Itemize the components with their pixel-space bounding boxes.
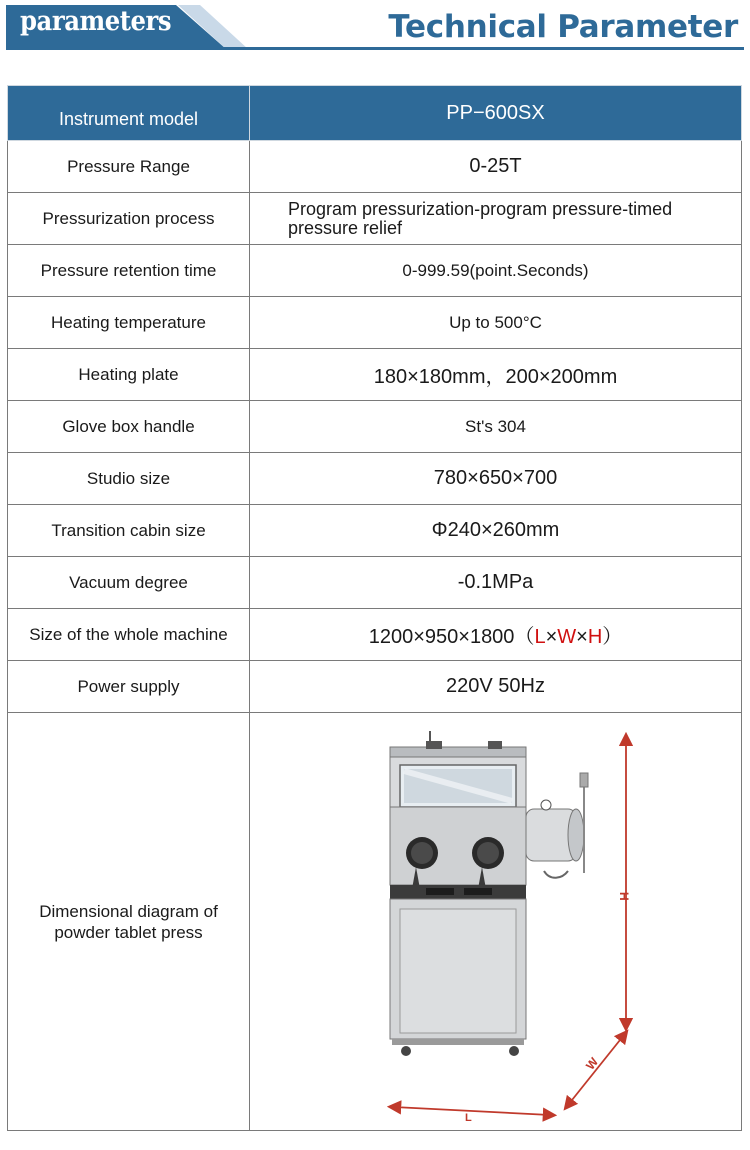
row-value: Up to 500°C xyxy=(250,297,742,349)
machine-size-h: H xyxy=(587,626,603,648)
header-divider xyxy=(6,47,744,50)
row-value: Program pressurization-program pressure-timed pressure relief xyxy=(250,193,742,245)
row-value: 220V 50Hz xyxy=(250,661,742,713)
diagram-row xyxy=(8,713,742,1131)
row-value: -0.1MPa xyxy=(250,557,742,609)
row-value: 180×180mm，200×200mm xyxy=(250,349,742,401)
machine-size-w: W xyxy=(557,626,577,648)
row-value: Φ240×260mm xyxy=(250,505,742,557)
table-row xyxy=(8,245,742,297)
table-header-row xyxy=(8,86,742,141)
table-row xyxy=(8,401,742,453)
table-row xyxy=(8,453,742,505)
machine-diagram xyxy=(250,713,720,1125)
machine-size-value: 1200×950×1800 xyxy=(368,626,515,648)
page-header xyxy=(0,0,750,56)
header-banner-text: parameters xyxy=(20,6,172,37)
dimension-w-label: W xyxy=(583,1054,602,1073)
row-value: 0-999.59(point.Seconds) xyxy=(250,245,742,297)
parameter-table xyxy=(7,85,742,1131)
row-label: Power supply xyxy=(8,661,250,713)
row-label: Pressure retention time xyxy=(8,245,250,297)
machine-size-paren-close: ） xyxy=(602,626,623,648)
row-label: Heating plate xyxy=(8,349,250,401)
row-label: Studio size xyxy=(8,453,250,505)
model-label: Instrument model xyxy=(8,86,250,141)
machine-size-times-1: × xyxy=(545,626,558,648)
table-row xyxy=(8,609,742,661)
row-label: Pressurization process xyxy=(8,193,250,245)
row-value: 0-25T xyxy=(250,141,742,193)
diagram-label: Dimensional diagram of powder tablet press xyxy=(8,713,250,1131)
machine-size-l: L xyxy=(534,626,546,648)
model-value: PP−600SX xyxy=(250,86,742,141)
row-label: Pressure Range xyxy=(8,141,250,193)
transition-cabin xyxy=(526,773,588,878)
page-title: Technical Parameter xyxy=(388,9,738,45)
row-label: Glove box handle xyxy=(8,401,250,453)
table-row xyxy=(8,557,742,609)
dimension-h-label: H xyxy=(617,892,631,901)
table-row xyxy=(8,505,742,557)
table-row xyxy=(8,193,742,245)
row-value: 780×650×700 xyxy=(250,453,742,505)
table-row xyxy=(8,661,742,713)
row-label: Size of the whole machine xyxy=(8,609,250,661)
row-label: Vacuum degree xyxy=(8,557,250,609)
table-row xyxy=(8,297,742,349)
machine-size-times-2: × xyxy=(576,626,588,648)
row-label: Transition cabin size xyxy=(8,505,250,557)
machine-cabinet xyxy=(390,885,526,1056)
table-row xyxy=(8,349,742,401)
row-value: St's 304 xyxy=(250,401,742,453)
row-label: Heating temperature xyxy=(8,297,250,349)
machine-size-paren-open: （ xyxy=(514,626,535,648)
table-row xyxy=(8,141,742,193)
row-value xyxy=(250,609,742,661)
dimension-l-label: L xyxy=(465,1112,472,1124)
diagram-cell xyxy=(250,713,742,1131)
